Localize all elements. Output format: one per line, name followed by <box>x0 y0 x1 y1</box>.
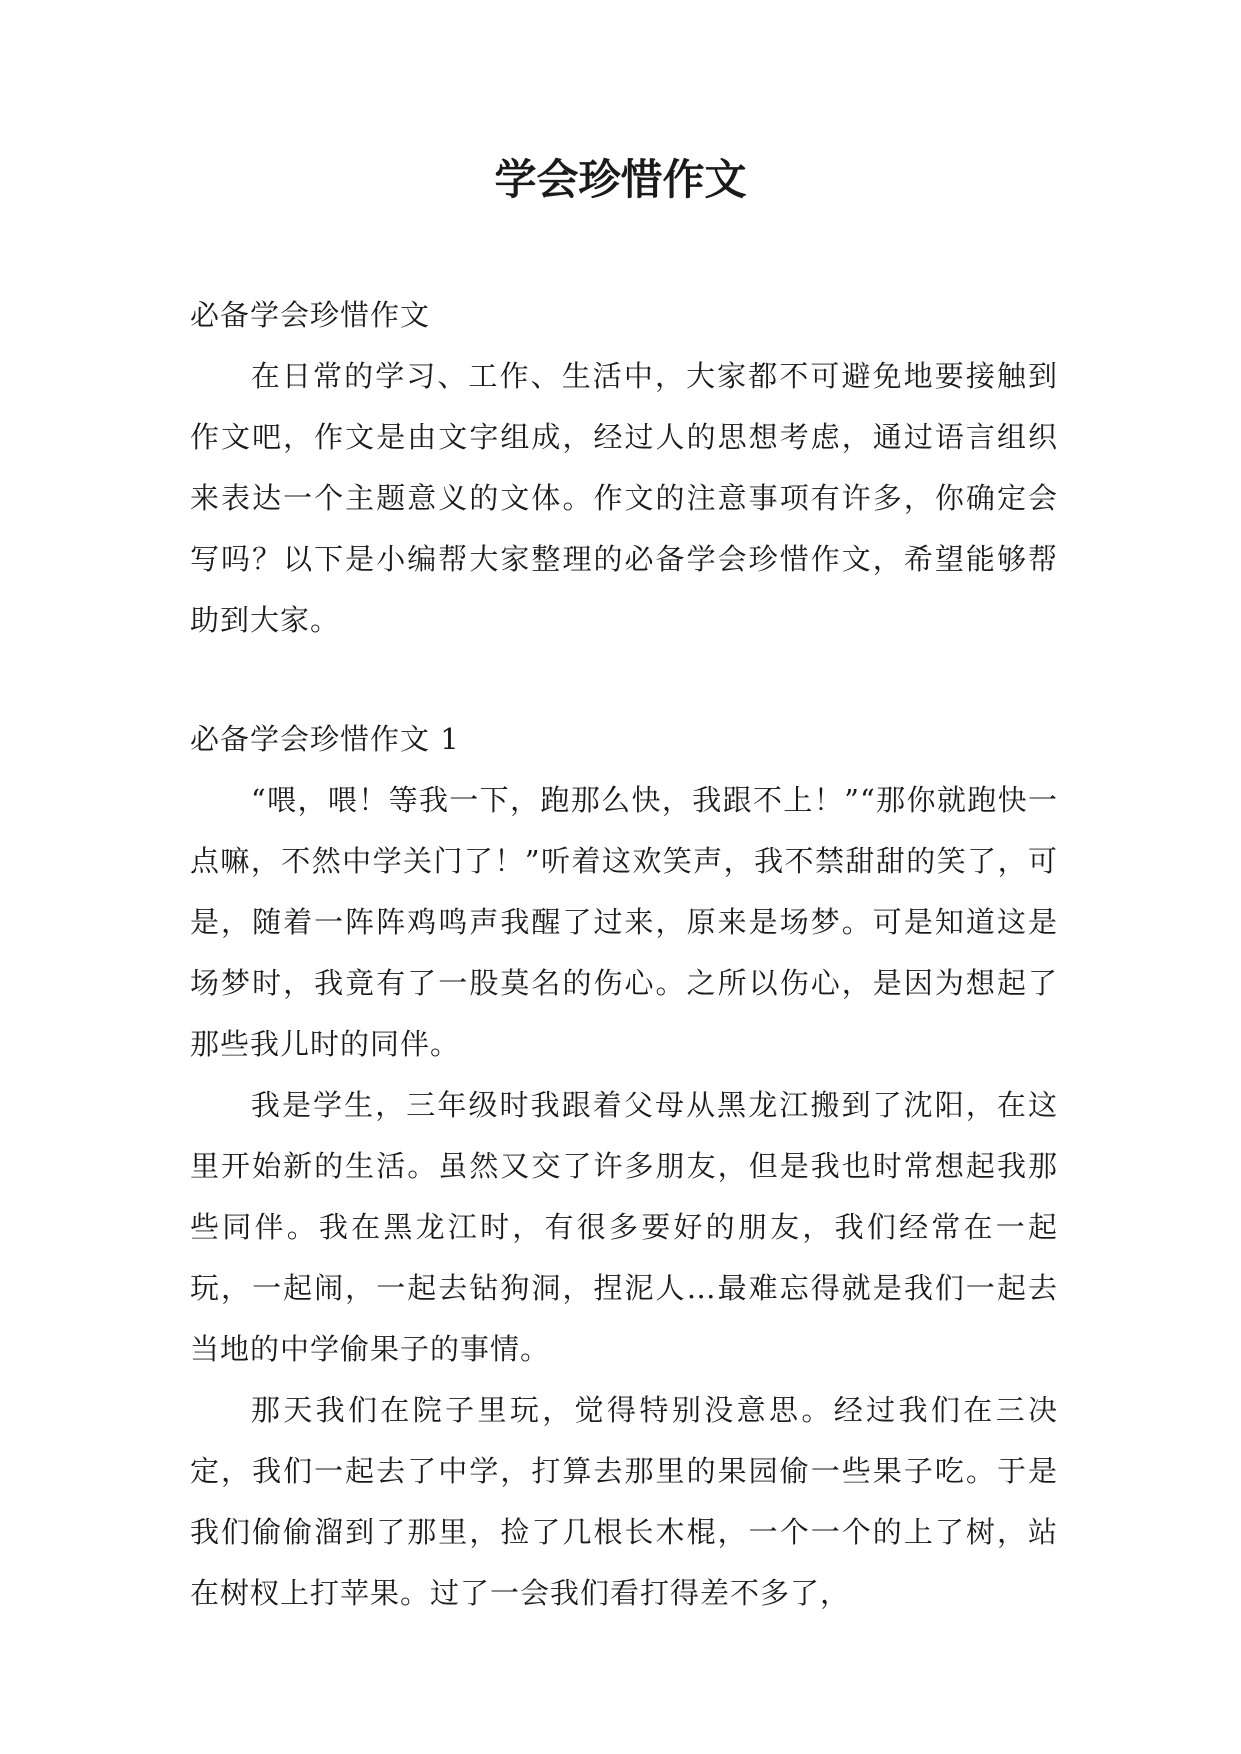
section1-heading: 必备学会珍惜作文 1 <box>190 722 460 756</box>
intro-heading: 必备学会珍惜作文 <box>190 298 431 332</box>
document-body <box>190 285 1058 1624</box>
section-gap <box>190 651 1058 709</box>
section1-paragraph-2: 我是学生，三年级时我跟着父母从黑龙江搬到了沈阳，在这里开始新的生活。虽然又交了许多朋友，但是我也时常想起我那些同伴。我在黑龙江时，有很多要好的朋友，我们经常在一起玩，一起闹，一起去钻狗洞，捏泥人…最难忘得就是我们一起去当地的中学偷果子的事情。 <box>190 1088 1058 1366</box>
section1-paragraph-1: “喂，喂！等我一下，跑那么快，我跟不上！”“那你就跑快一点嘛，不然中学关门了！”听着这欢笑声，我不禁甜甜的笑了，可是，随着一阵阵鸡鸣声我醒了过来，原来是场梦。可是知道这是场梦时，我竟有了一股莫名的伤心。之所以伤心，是因为想起了那些我儿时的同伴。 <box>190 783 1058 1061</box>
document-title: 学会珍惜作文 <box>494 155 747 204</box>
intro-paragraph: 在日常的学习、工作、生活中，大家都不可避免地要接触到作文吧，作文是由文字组成，经过人的思想考虑，通过语言组织来表达一个主题意义的文体。作文的注意事项有许多，你确定会写吗？以下是小编帮大家整理的必备学会珍惜作文，希望能够帮助到大家。 <box>190 359 1058 637</box>
section1-paragraph-3: 那天我们在院子里玩，觉得特别没意思。经过我们在三决定，我们一起去了中学，打算去那里的果园偷一些果子吃。于是我们偷偷溜到了那里，捡了几根长木棍，一个一个的上了树，站在树杈上打苹果。过了一会我们看打得差不多了， <box>190 1393 1058 1610</box>
